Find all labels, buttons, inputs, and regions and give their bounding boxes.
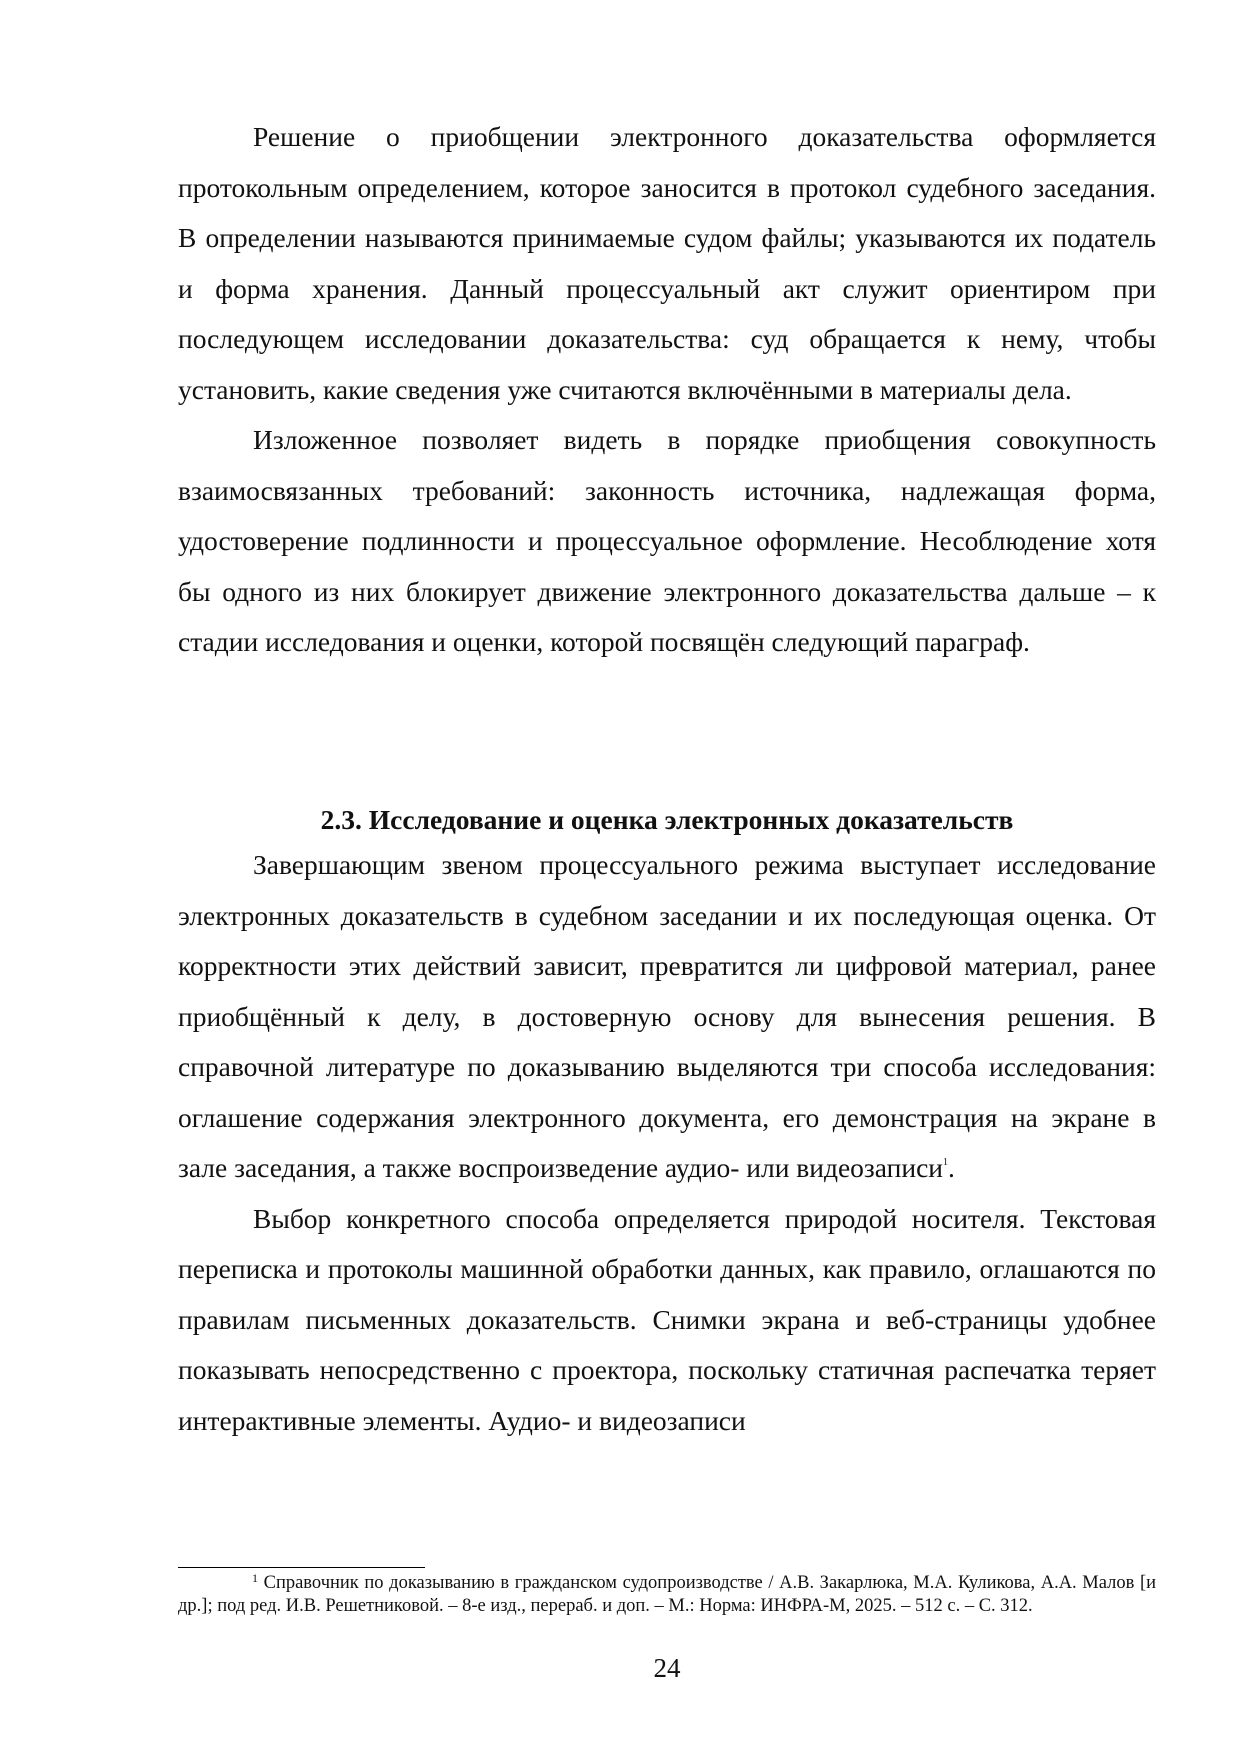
text-block-upper xyxy=(178,112,1156,668)
paragraph: Выбор конкретного способа определяется природой носителя. Текстовая переписка и протоколы машинной обработки данных, как правило, оглашаются по правилам письменных доказательств. Снимки экрана и веб-страницы удобнее показывать непосредственно с проектора, поскольку статичная распечатка теряет интерактивные элементы. Аудио- и видеозаписи xyxy=(178,1202,1156,1436)
footnote-marker: 1 xyxy=(252,1571,258,1585)
paragraph: Решение о приобщении электронного доказательства оформляется протокольным определением, которое заносится в протокол судебного заседания. В определении называются принимаемые судом файлы; указываются их податель и форма хранения. Данный процессуальный акт служит ориентиром при последующем исследовании доказательства: суд обращается к нему, чтобы установить, какие сведения уже считаются включёнными в материалы дела. xyxy=(178,121,1156,405)
paragraph-text: Завершающим звеном процессуального режима выступает исследование электронных доказательств в судебном заседании и их последующая оценка. От корректности этих действий зависит, превратится ли цифровой материал, ранее приобщённый к делу, в достоверную основу для вынесения решения. В справочной литературе по доказыванию выделяются три способа исследования: оглашение содержания электронного документа, его демонстрация на экране в зале заседания, а также воспроизведение аудио- или видеозаписи xyxy=(178,849,1156,1183)
page-number: 24 xyxy=(653,1653,681,1683)
footnote xyxy=(178,1572,1156,1618)
footnote-text: Справочник по доказыванию в гражданском судопроизводстве / А.В. Закарлюка, М.А. Куликова, А.А. Малов [и др.]; под ред. И.В. Решетниковой. – 8-е изд., перераб. и доп. – М.: Норма: ИНФРА-М, 2025. – 512 с. – С. 312. xyxy=(178,1573,1156,1616)
text-block-lower xyxy=(178,840,1156,1446)
section-heading: 2.3. Исследование и оценка электронных доказательств xyxy=(320,804,1014,835)
paragraph: Изложенное позволяет видеть в порядке приобщения совокупность взаимосвязанных требований: законность источника, надлежащая форма, удостоверение подлинности и процессуальное оформление. Несоблюдение хотя бы одного из них блокирует движение электронного доказательства дальше – к стадии исследования и оценки, которой посвящён следующий параграф. xyxy=(178,424,1156,657)
paragraph xyxy=(178,840,1156,1194)
footnote-reference[interactable]: 1 xyxy=(943,1157,948,1168)
footnote-separator xyxy=(178,1567,425,1568)
paragraph-end-punctuation: . xyxy=(948,1152,955,1183)
